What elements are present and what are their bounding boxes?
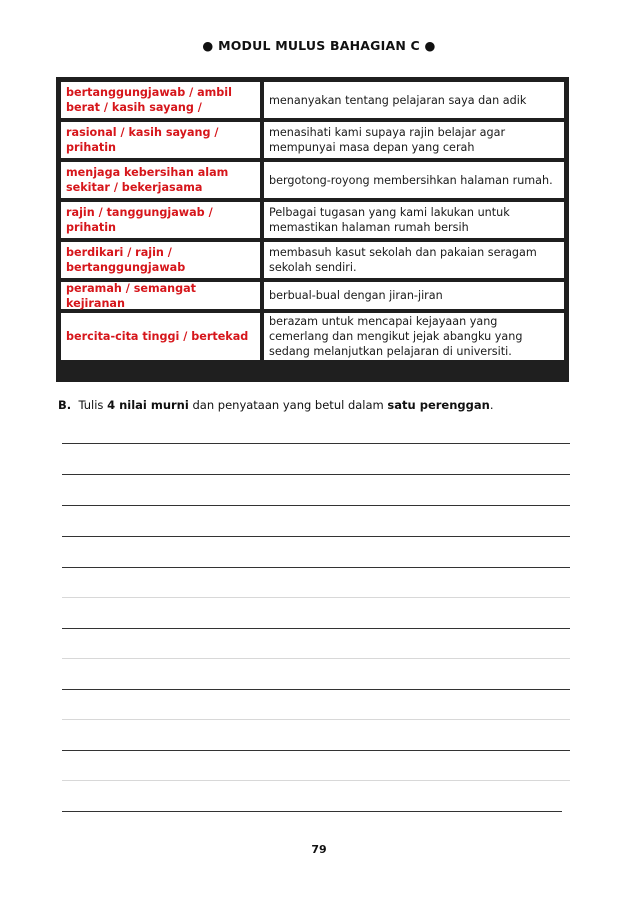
value-cell: peramah / semangat kejiranan	[61, 282, 260, 309]
statement-cell: berazam untuk mencapai kejayaan yang cemerlang dan mengikut jejak abangku yang sedang melanjutkan pelajaran di universiti.	[264, 313, 564, 360]
answer-line[interactable]	[62, 567, 570, 568]
answer-line-faint[interactable]	[62, 597, 570, 598]
answer-line[interactable]	[62, 811, 562, 812]
table-row	[61, 242, 564, 278]
answer-line[interactable]	[62, 689, 570, 690]
question-period: .	[489, 398, 494, 412]
question-bold-count: 4 nilai murni	[107, 398, 189, 412]
table-row	[61, 313, 564, 360]
question-b	[58, 398, 493, 412]
statement-cell: bergotong-royong membersihkan halaman rumah.	[264, 162, 564, 198]
statement-cell: berbual-bual dengan jiran-jiran	[264, 282, 564, 309]
answer-line[interactable]	[62, 628, 570, 629]
answer-line[interactable]	[62, 536, 570, 537]
page-header: ● MODUL MULUS BAHAGIAN C ●	[202, 38, 436, 53]
statement-cell: menasihati kami supaya rajin belajar agar mempunyai masa depan yang cerah	[264, 122, 564, 158]
value-cell: rajin / tanggungjawab / prihatin	[61, 202, 260, 238]
value-cell: berdikari / rajin / bertanggungjawab	[61, 242, 260, 278]
question-text: dan penyataan yang betul dalam	[192, 398, 384, 412]
statement-cell: menanyakan tentang pelajaran saya dan adik	[264, 82, 564, 118]
answer-line-faint[interactable]	[62, 780, 570, 781]
value-cell: menjaga kebersihan alam sekitar / bekerjasama	[61, 162, 260, 198]
answer-line[interactable]	[62, 443, 570, 444]
statement-cell: membasuh kasut sekolah dan pakaian seragam sekolah sendiri.	[264, 242, 564, 278]
answer-line[interactable]	[62, 750, 570, 751]
page-number: 79	[311, 843, 327, 856]
answer-line[interactable]	[62, 505, 570, 506]
table-row	[61, 122, 564, 158]
statement-cell: Pelbagai tugasan yang kami lakukan untuk memastikan halaman rumah bersih	[264, 202, 564, 238]
table-row	[61, 202, 564, 238]
table-row	[61, 162, 564, 198]
answer-line[interactable]	[62, 474, 570, 475]
table-row	[61, 82, 564, 118]
values-table	[56, 77, 569, 382]
question-label: B.	[58, 398, 72, 412]
answer-line-faint[interactable]	[62, 719, 570, 720]
table-row	[61, 282, 564, 309]
question-text: Tulis	[78, 398, 104, 412]
value-cell: rasional / kasih sayang / prihatin	[61, 122, 260, 158]
question-bold-paragraph: satu perenggan	[387, 398, 490, 412]
value-cell: bertanggungjawab / ambil berat / kasih sayang /	[61, 82, 260, 118]
answer-line-faint[interactable]	[62, 658, 570, 659]
value-cell: bercita-cita tinggi / bertekad	[61, 313, 260, 360]
